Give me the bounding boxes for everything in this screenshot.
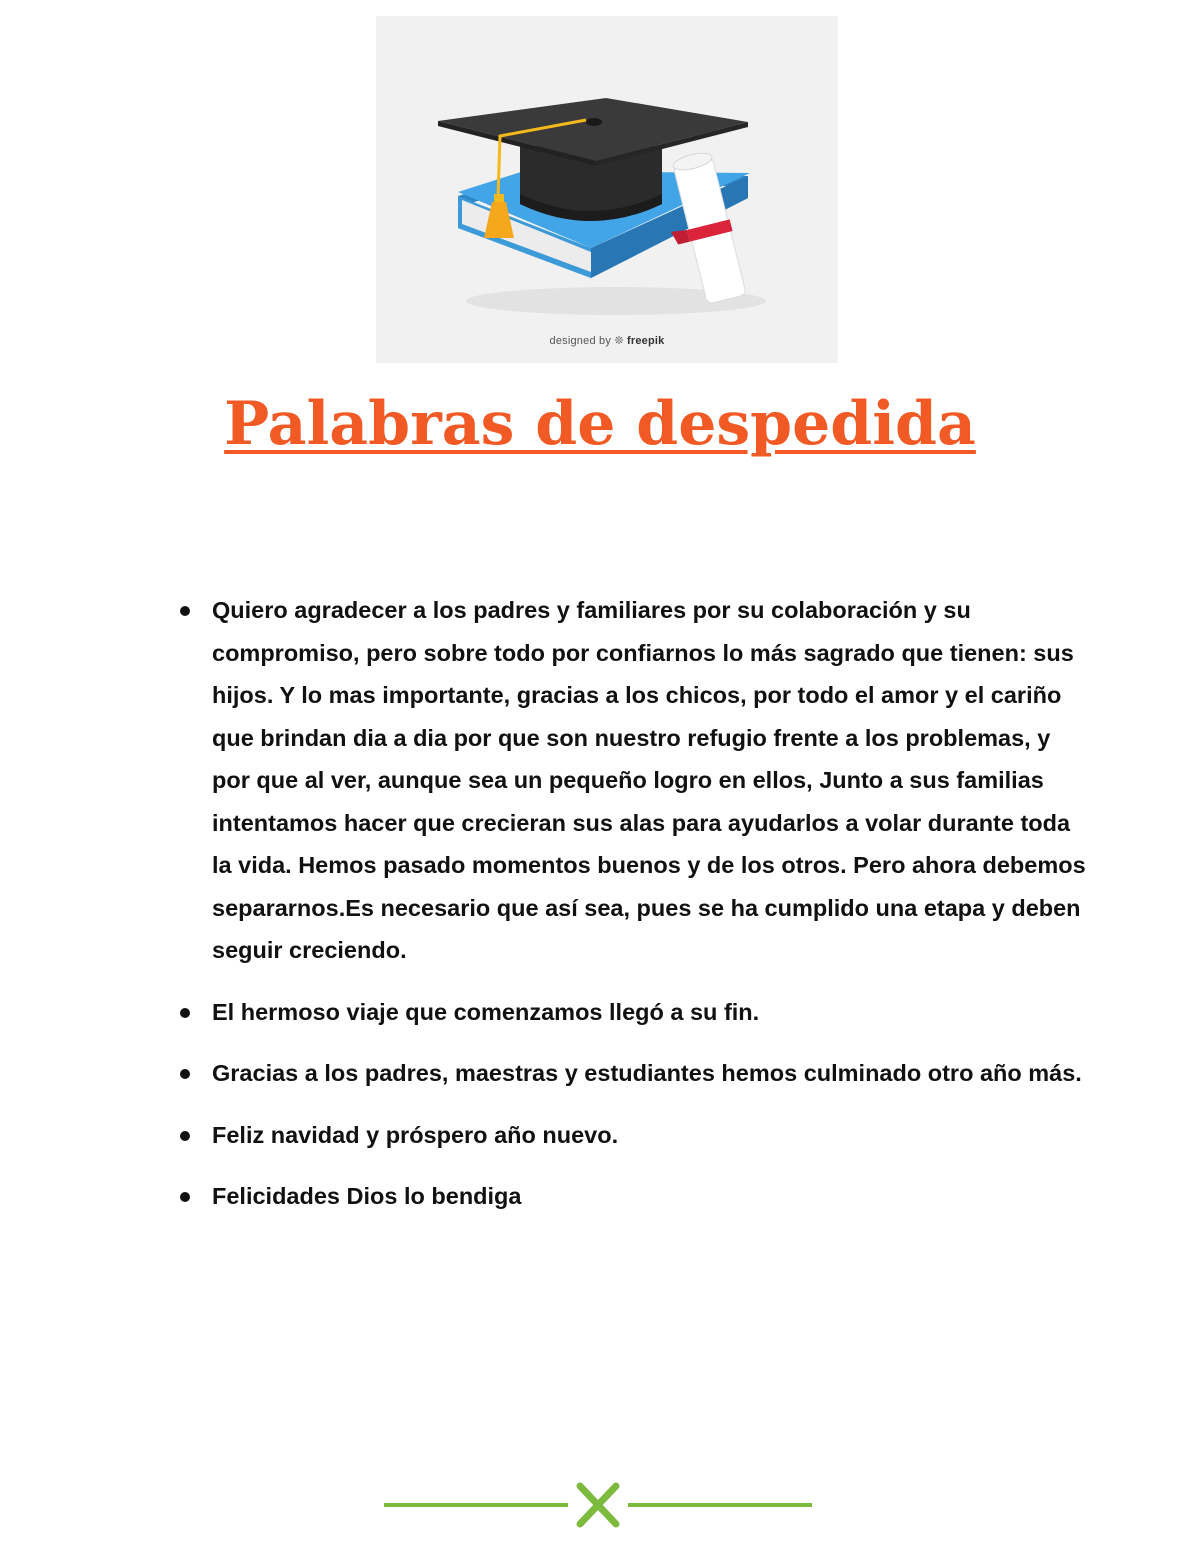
bullet-icon	[180, 1069, 190, 1079]
list-item	[212, 589, 1092, 972]
divider-line-left	[384, 1503, 568, 1507]
list-item-text: El hermoso viaje que comenzamos llegó a su fin.	[212, 998, 760, 1025]
bullet-icon	[180, 1192, 190, 1202]
graduation-cap-books-image	[376, 16, 838, 363]
list-item	[212, 1114, 1092, 1157]
freepik-logo-icon: ❊	[614, 335, 624, 347]
list-item	[212, 1052, 1092, 1095]
bullet-icon	[180, 1131, 190, 1141]
bullet-icon	[180, 1008, 190, 1018]
list-item	[212, 1175, 1092, 1218]
farewell-list	[212, 589, 1092, 1237]
list-item-text: Felicidades Dios lo bendiga	[212, 1183, 522, 1209]
credit-brand: freepik	[627, 335, 665, 347]
list-item	[212, 991, 1092, 1034]
bullet-icon	[180, 606, 190, 616]
list-item-text: Feliz navidad y próspero año nuevo.	[212, 1121, 619, 1148]
list-item-text: Gracias a los padres, maestras y estudiantes hemos culminado otro año más.	[212, 1060, 1082, 1086]
cross-icon	[574, 1482, 622, 1528]
list-item-text: Quiero agradecer a los padres y familiares por su colaboración y su compromiso, pero sobre todo por confiarnos lo más sagrado que tienen: sus hijos. Y lo mas importante, gracias a los chicos, por todo el amor y el cariño que brindan dia a dia por que son nuestro refugio frente a los problemas, y por que al ver, aunque sea un pequeño logro en ellos, Junto a sus familias intentamos hacer que crecieran sus alas para ayudarlos a volar durante toda la vida. Hemos pasado momentos buenos y de los otros. Pero ahora debemos separarnos.Es necesario que así sea, pues se ha cumplido una etapa y deben seguir creciendo.	[212, 597, 1086, 963]
footer-divider	[384, 1482, 812, 1528]
image-credit	[376, 334, 838, 347]
graduation-illustration	[376, 16, 838, 363]
divider-line-right	[628, 1503, 812, 1507]
credit-prefix: designed by	[549, 335, 612, 347]
page-title: Palabras de despedida	[224, 389, 976, 459]
